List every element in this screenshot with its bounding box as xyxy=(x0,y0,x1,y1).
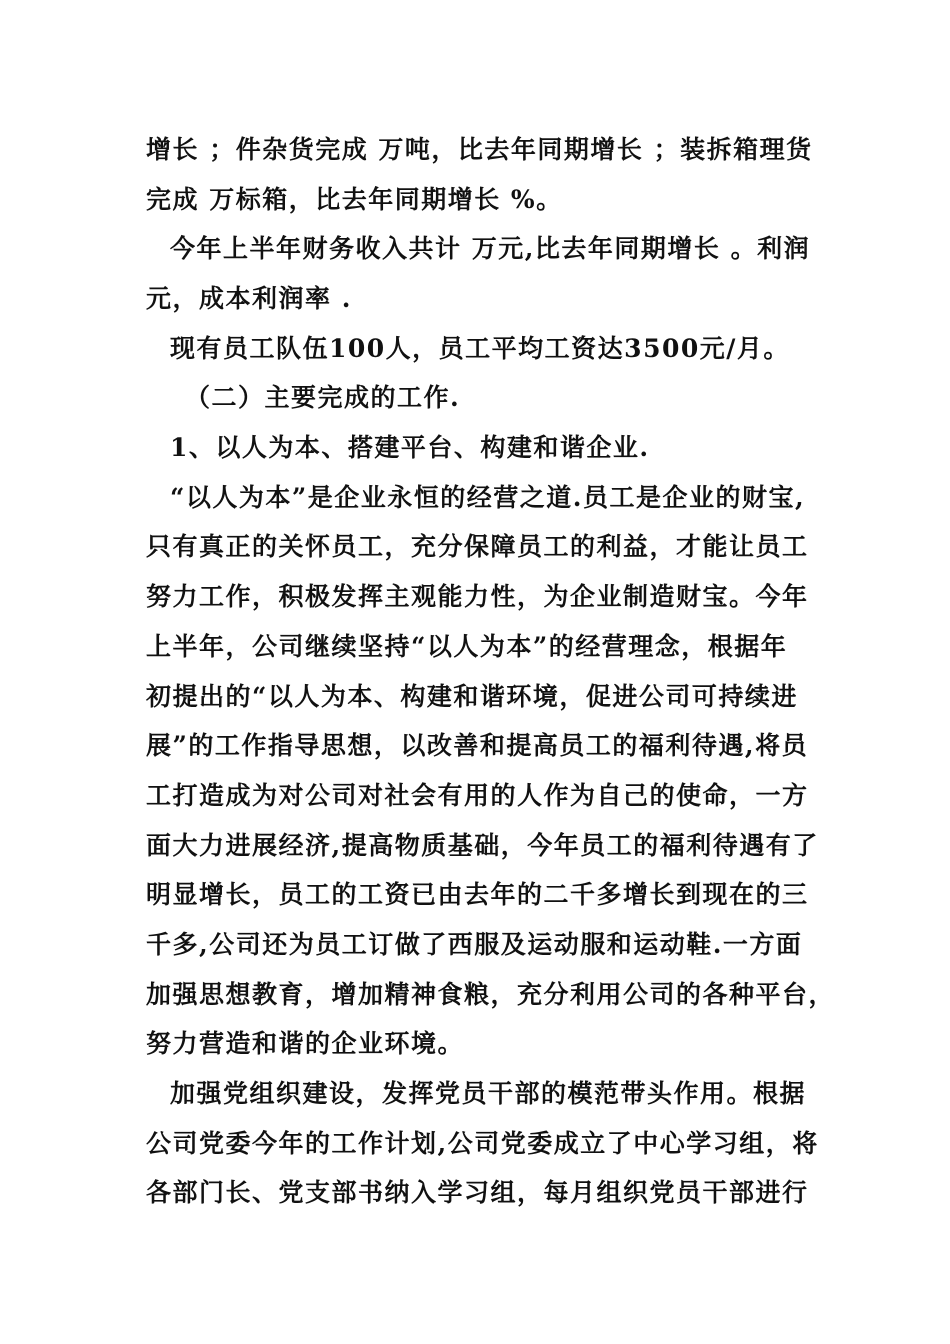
text-line: 明显增长，员工的工资已由去年的二千多增长到现在的三 xyxy=(146,880,809,909)
text-line: 元，成本利润率 . xyxy=(146,284,352,313)
text-line: 展”的工作指导思想，以改善和提高员工的福利待遇,将员 xyxy=(146,731,809,760)
subsection-heading: 1、以人为本、搭建平台、构建和谐企业. xyxy=(170,433,650,462)
text-line: “以人为本”是企业永恒的经营之道.员工是企业的财宝, xyxy=(170,483,806,512)
text-line: 各部门长、党支部书纳入学习组，每月组织党员干部进行 xyxy=(146,1178,809,1207)
text-line: 现有员工队伍100人，员工平均工资达3500元/月。 xyxy=(170,334,790,363)
text-line: 只有真正的关怀员工，充分保障员工的利益，才能让员工 xyxy=(146,532,809,561)
text-line: 面大力进展经济,提高物质基础，今年员工的福利待遇有了 xyxy=(146,831,819,860)
text-line: 公司党委今年的工作计划,公司党委成立了中心学习组，将 xyxy=(146,1129,819,1158)
text-line: 上半年，公司继续坚持“以人为本”的经营理念，根据年 xyxy=(146,632,788,661)
text-line: 增长 ；件杂货完成 万吨，比去年同期增长 ；装拆箱理货 xyxy=(146,135,813,164)
text-line: 千多,公司还为员工订做了西服及运动服和运动鞋.一方面 xyxy=(146,930,803,959)
text-line: 加强思想教育，增加精神食粮，充分利用公司的各种平台， xyxy=(146,980,836,1009)
section-heading: （二）主要完成的工作. xyxy=(185,383,461,412)
text-line: 完成 万标箱，比去年同期增长 %。 xyxy=(146,185,563,214)
text-line: 初提出的“以人为本、构建和谐环境，促进公司可持续进 xyxy=(146,682,798,711)
text-line: 努力营造和谐的企业环境。 xyxy=(146,1029,465,1058)
text-line: 工打造成为对公司对社会有用的人作为自己的使命，一方 xyxy=(146,781,809,810)
text-line: 加强党组织建设，发挥党员干部的模范带头作用。根据 xyxy=(170,1079,807,1108)
text-line: 今年上半年财务收入共计 万元,比去年同期增长 。利润 xyxy=(170,234,811,263)
text-line: 努力工作，积极发挥主观能力性，为企业制造财宝。今年 xyxy=(146,582,809,611)
